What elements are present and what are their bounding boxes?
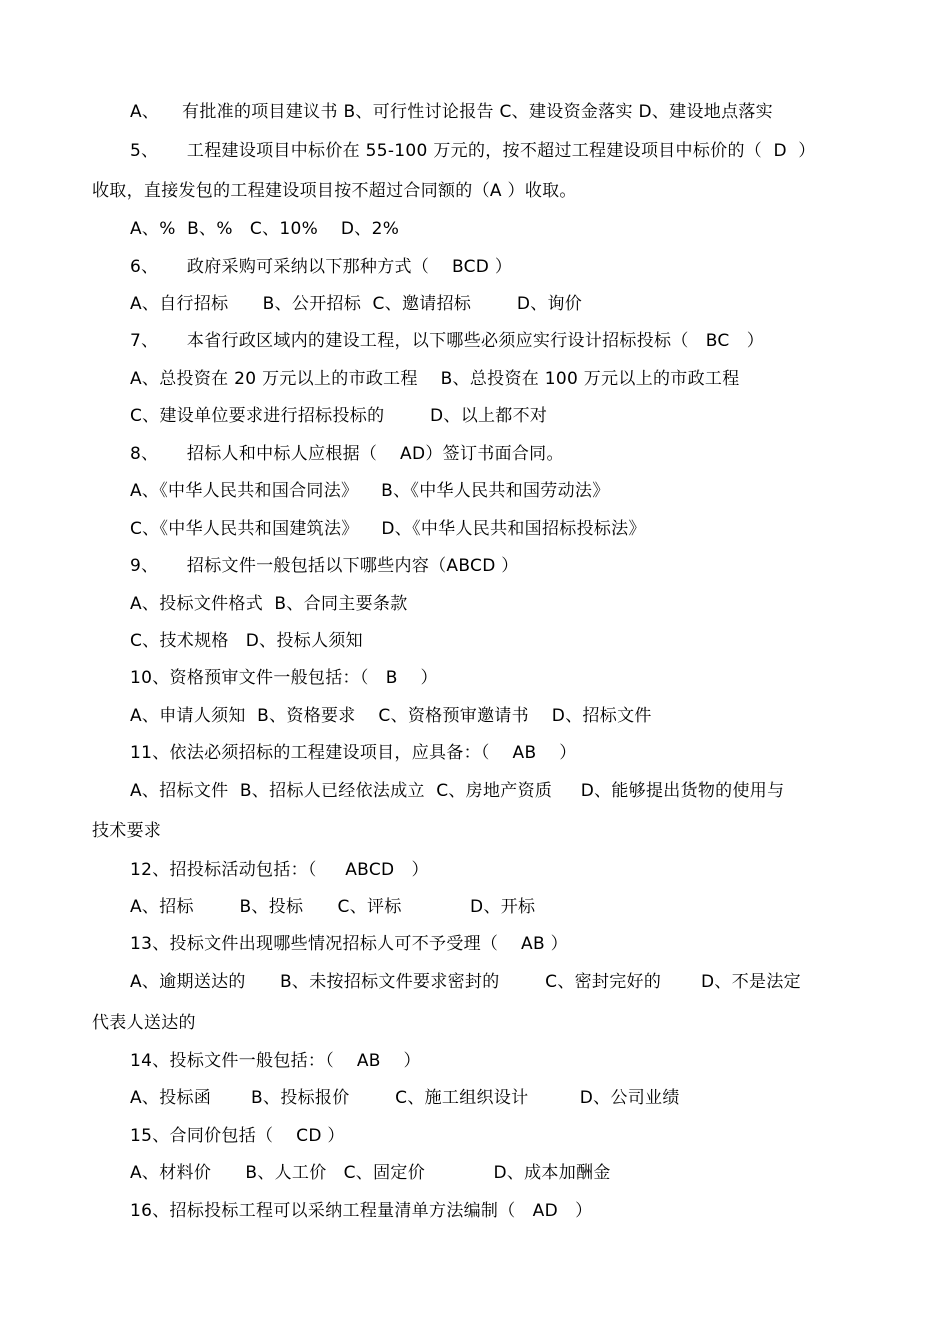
options-line: C、技术规格 D、投标人须知 — [130, 631, 363, 651]
options-line: A、自行招标 B、公开招标 C、邀请招标 D、询价 — [130, 294, 583, 314]
question-8: 8、 招标人和中标人应根据（ AD）签订书面合同。 — [130, 444, 564, 464]
question-5: 5、 工程建设项目中标价在 55-100 万元的，按不超过工程建设项目中标价的（ D ） — [130, 141, 816, 161]
options-line: A、投标函 B、投标报价 C、施工组织设计 D、公司业绩 — [130, 1088, 680, 1108]
question-9: 9、 招标文件一般包括以下哪些内容（ABCD ） — [130, 556, 519, 576]
options-line: A、材料价 B、人工价 C、固定价 D、成本加酬金 — [130, 1163, 611, 1183]
options-line: A、《中华人民共和国合同法》 B、《中华人民共和国劳动法》 — [130, 481, 610, 501]
question-16: 16、招标投标工程可以采纳工程量清单方法编制（ AD ） — [130, 1201, 593, 1221]
options-line: A、招标文件 B、招标人已经依法成立 C、房地产资质 D、能够提出货物的使用与 — [130, 781, 785, 801]
text-line: 收取，直接发包的工程建设项目按不超过合同额的（A ）收取。 — [92, 181, 577, 201]
question-13: 13、投标文件出现哪些情况招标人可不予受理（ AB ） — [130, 934, 568, 954]
question-6: 6、 政府采购可采纳以下那种方式（ BCD ） — [130, 257, 513, 277]
options-line: A、% B、% C、10% D、2% — [130, 219, 400, 239]
question-11: 11、依法必须招标的工程建设项目，应具备：（ AB ） — [130, 743, 577, 763]
options-line: A、总投资在 20 万元以上的市政工程 B、总投资在 100 万元以上的市政工程 — [130, 369, 740, 389]
options-line: A、投标文件格式 B、合同主要条款 — [130, 594, 408, 614]
text-line: 代表人送达的 — [92, 1013, 196, 1033]
text-line: A、 有批准的项目建议书 B、可行性讨论报告 C、建设资金落实 D、建设地点落实 — [130, 102, 773, 122]
question-7: 7、 本省行政区域内的建设工程，以下哪些必须应实行设计招标投标（ BC ） — [130, 331, 764, 351]
options-line: C、《中华人民共和国建筑法》 D、《中华人民共和国招标投标法》 — [130, 519, 646, 539]
text-line: 技术要求 — [92, 821, 162, 841]
options-line: A、逾期送达的 B、未按招标文件要求密封的 C、密封完好的 D、不是法定 — [130, 972, 801, 992]
options-line: A、招标 B、投标 C、评标 D、开标 — [130, 897, 536, 917]
question-12: 12、招投标活动包括：（ ABCD ） — [130, 860, 429, 880]
options-line: A、申请人须知 B、资格要求 C、资格预审邀请书 D、招标文件 — [130, 706, 652, 726]
question-10: 10、资格预审文件一般包括：（ B ） — [130, 668, 438, 688]
question-15: 15、合同价包括（ CD ） — [130, 1126, 345, 1146]
options-line: C、建设单位要求进行招标投标的 D、以上都不对 — [130, 406, 548, 426]
question-14: 14、投标文件一般包括：（ AB ） — [130, 1051, 421, 1071]
